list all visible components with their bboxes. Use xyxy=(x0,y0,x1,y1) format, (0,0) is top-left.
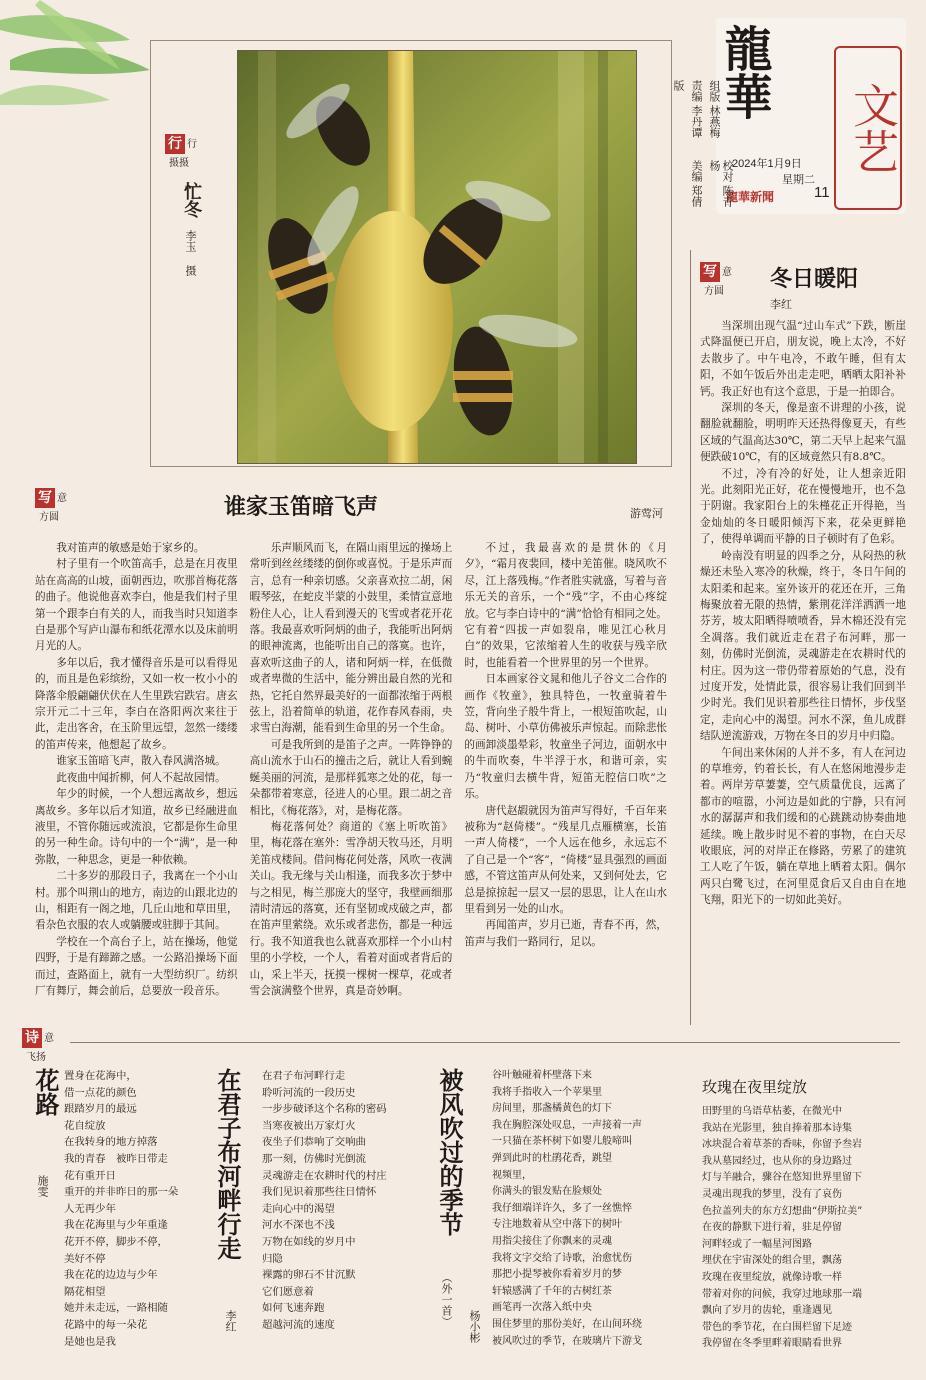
poem-line: 超越河流的速度 xyxy=(262,1318,335,1331)
paragraph: 乐声顺风而飞，在隔山雨里远的操场上常听到丝丝缕缕的倒你或喜悦。于是乐声而言，总有一种亲切感。父亲喜欢拉二胡，闲暇琴弦，在蛇皮半蒙的小鼓里，柔情宣意地粉住人心，让人看到漫天的飞雪或者花开花落。我最喜欢听阿炳的曲子，我能听出阿炳的眼神流离，也能听出自己的落寞。也许，喜欢听这曲子的人，诸和阿炳一样，在低微或者卑微的生活中，能分辨出最自然的光和热，它托自然界最美好的一面都浓缩于两根弦上，沿着简单的轨道，花作春风春雨，央求雪白海潮，能看到生命里的另一个生命。 xyxy=(249,542,453,735)
editor-line: 责编 李丹谭 xyxy=(690,80,702,139)
poem-line: 我们见识着那些往日情怀 xyxy=(262,1186,377,1199)
poem-line: 专注地数着从空中落下的树叶 xyxy=(492,1219,622,1231)
tag-text: 行 xyxy=(187,139,197,150)
poem-line: 带着对你的问候，我穿过地球那一端 xyxy=(702,1288,862,1300)
tag-text: 意 xyxy=(722,267,732,278)
poem-title: 在君子布河畔行走 xyxy=(213,1068,242,1260)
poem-line: 花自绽放 xyxy=(64,1119,106,1132)
poem-body xyxy=(492,1068,692,1358)
tag-mark: 写 xyxy=(35,488,55,508)
editor-line: 组版 林燕梅 xyxy=(708,80,720,139)
poem-line: 花路中的每一朵花 xyxy=(64,1318,148,1331)
photo-suffix: 摄 xyxy=(184,265,197,276)
masthead-section: 文艺 xyxy=(834,46,902,210)
poem-line: 借一点花的颜色 xyxy=(64,1086,137,1099)
tag-text-2: 方圆 xyxy=(39,512,59,523)
masthead-title: 龍華 xyxy=(716,24,772,120)
poem-line: 她并未走远，一路相随 xyxy=(64,1302,168,1315)
poem-line: 那一刻，仿佛时光倒流 xyxy=(262,1152,366,1165)
tag-mark: 行 xyxy=(165,134,185,154)
tag-text-2: 摄摄 xyxy=(169,158,189,169)
tag-text: 意 xyxy=(57,493,67,504)
poem-line: 冰块混合着草茶的香味，你留予叁岩 xyxy=(702,1139,862,1151)
poem-line: 色拉盖列夫的东方幻想曲“伊斯拉美” xyxy=(702,1205,863,1217)
poem-line: 在君子布河畔行走 xyxy=(262,1070,346,1082)
paragraph: 年少的时候，一个人想远离故乡，想远离故乡。多年以后才知道，故乡已经融进血液里，不管你随远或流浪，它都是你生命里的另一种生命。诗句中的一个“满”，是一种弥散，一种思念，更是一种依赖。 xyxy=(35,788,238,866)
poem-line: 灵魂出现我的梦里，没有了哀伤 xyxy=(702,1188,842,1200)
tag-mark: 诗 xyxy=(22,1028,42,1048)
poem-title: 玫瑰在夜里绽放 xyxy=(702,1078,808,1096)
poem-body xyxy=(702,1104,908,1358)
photo-tag xyxy=(165,134,209,170)
editor-line: 美编 郑倩 xyxy=(690,160,702,208)
poem-line: 人无再少年 xyxy=(64,1202,116,1215)
poem-line: 我在花的边边与少年 xyxy=(64,1269,158,1282)
poem-line: 万物在如线的岁月中 xyxy=(262,1235,356,1248)
poem-author: 杨小彬 xyxy=(468,1310,481,1343)
paragraph: 唐代赵嘏就因为笛声写得好，千百年来被称为“赵倚楼”。“残星几点雁横塞，长笛一声人倚楼”，一个人远在他乡，永远忘不了自己是一个“客”，“倚楼”显具强烈的画面感，不管这笛声从何处来，又到何处去，它总是掠掠起一层又一层的思思，让人在山水里看到另一处的山水。 xyxy=(464,804,667,915)
poem-line: 我将手指收入一个苹果里 xyxy=(492,1086,602,1098)
article-author-winter: 李红 xyxy=(770,299,792,311)
editor-line: 校对 陈青杨 xyxy=(708,160,733,208)
poem-body xyxy=(262,1068,422,1358)
poem-line: 灵魂游走在农耕时代的村庄 xyxy=(262,1169,387,1182)
poem-line: 房间里，那盏橘黄色的灯下 xyxy=(492,1103,612,1115)
issue-weekday: 星期二 xyxy=(782,174,815,186)
poem-subtitle: （外一首） xyxy=(440,1272,453,1327)
poem-line: 是她也是我 xyxy=(64,1335,116,1348)
article-title-winter: 冬日暖阳 xyxy=(770,266,859,292)
photo-title: 忙冬 xyxy=(181,182,202,218)
poem-title: 被风吹过的季节 xyxy=(435,1068,464,1236)
section-divider xyxy=(70,1042,900,1043)
paragraph: 岭南没有明显的四季之分，从闷热的秋燥还未坠入寒冷的秋燥，终于，冬日午间的太阳柔和起来。室外该开的花还在开，三角梅聚放着无限的热情，紫荆花洋洋洒洒一地芬芳，坡太阳晒得喷喷香，异木棉还没有完全凋落。我们就近走在君子布河畔，那一刻，仿佛时光倒流，灵魂游走在农耕时代的村庄。因为这一带仍带着原始的气息，没有过度开发，处情此景，很容易让我们回到半少时光。我们见识着那些往日情怀，步伐坚定，走向心中的渴望。河水不深，鱼儿成群结队逆流游戏，万物在冬日的岁月中归隐。 xyxy=(700,549,906,743)
paragraph: 我对笛声的敏感是始于家乡的。 xyxy=(56,542,205,554)
paragraph: 多年以后，我才懂得音乐是可以看得见的，而且是色彩缤纷，又如一枚一枚小小的降落伞般翩翩伏伏在人生里跌宕跌宕。唐玄宗开元二十三年，李白在洛阳两次来往于此，走出客舍，在玉阶里远望，忽然一缕缕的笛声传来，他想起了故乡。 xyxy=(35,656,238,751)
poem-line: 我在花海里与少年重逢 xyxy=(64,1219,168,1232)
article-title-flute: 谁家玉笛暗飞声 xyxy=(224,494,379,520)
poem-line: 走向心中的渴望 xyxy=(262,1202,335,1215)
poem-line: 置身在花海中， xyxy=(64,1070,137,1082)
editor-line: 版 xyxy=(672,80,684,91)
poem-line: 我从墓园经过，也从你的身边路过 xyxy=(702,1155,852,1167)
poem-line: 谷叶触碰着杯壁落下来 xyxy=(492,1070,592,1081)
paper-name: 龍華新聞 xyxy=(726,190,775,204)
bee-photo xyxy=(237,50,637,464)
poem-line: 一只猫在茶杯树下如婴儿般啼叫 xyxy=(492,1136,632,1148)
poem-author: 李红 xyxy=(224,1310,237,1332)
poem-line: 视频里， xyxy=(492,1169,532,1181)
paragraph: 日本画家谷文晁和他儿子谷文二合作的画作《牧童》，独具特色，一牧童骑着牛笠，背向坐子般牛背上，一根短笛吹起，山岛、树叶、小草仿佛被乐声惊起。而除悲怅的画卸淡墨晕彩，牧童坐子河边，面朝水中的牛而吹奏，牛半浮于水，和谐可亲，实乃“牧童归去横牛背，短笛无腔信口吹”之乐。 xyxy=(464,673,667,801)
poem-line: 跟踏岁月的最远 xyxy=(64,1103,137,1116)
poem-line: 田野里的乌语草枯萎，在微光中 xyxy=(702,1106,842,1117)
paragraph: 二十多岁的那段日子，我离在一个小山村。那个叫荆山的地方，南边的山跟北边的山，相距有一阁之地，几丘山地和草田里，看杂色衣服的农人或躺腰或驻脚于其间。 xyxy=(35,870,238,932)
poem-line: 河水不深也不浅 xyxy=(262,1219,335,1232)
section-tag-winter xyxy=(700,262,744,298)
poem-line: 我仔细端详许久，多了一丝憔悴 xyxy=(492,1202,632,1214)
poem-line: 埋伏在宇宙深处的组合里，飘荡 xyxy=(702,1255,842,1267)
poem-line: 当寒夜被出万家灯火 xyxy=(262,1119,356,1132)
paragraph: 不过，我最喜欢的是贯休的《月夕》，“霜月夜裴回，楼中羌笛催。晓风吹不尽，江上落残梅。”作者胜实就盛，写着与音乐无关的音乐，一个“残”字，不由心疼绽放。它与李白诗中的“满”恰恰有相同之处。它有着“四拔一声如裂帛，唯见江心秋月白”的效果，它浓缩着人生的收获与残辛欣时，也能看着一个世界里的另一个世界。 xyxy=(464,542,667,669)
poem-line: 灯与羊融合，骤谷在悠知世界里留下 xyxy=(702,1172,862,1184)
poem-line: 画笔再一次落入纸中央 xyxy=(492,1302,592,1314)
poem-line: 我将文字交给了诗歌，治愈忧伤 xyxy=(492,1252,632,1264)
poem-line: 围住梦里的那份美好，在山间环绕 xyxy=(492,1318,642,1330)
paragraph: 当深圳出现气温“过山车式”下跌，断崖式降温便已开启，朋友说，晚上太冷，不好去散步了。中午电冷，不敢午睡，但有太阳，不如午饭后外出走走吧，晒晒太阳补补钙。我正好也有这个意思，于是一拍即合。 xyxy=(700,320,906,398)
poem-author: 施雯 xyxy=(36,1175,49,1197)
article-body-flute xyxy=(35,540,667,1020)
poem-line: 花有重开日 xyxy=(64,1169,116,1182)
poem-line: 我在胸腔深处叹息，一声接着一声 xyxy=(492,1119,642,1131)
poem-line: 我站在光影里，独自捧着那本诗集 xyxy=(702,1122,852,1134)
poem-line: 美好不停 xyxy=(64,1252,106,1265)
poem-line: 在夜的静默下进行着，驻足停留 xyxy=(702,1222,842,1234)
poem-line: 它们愿意着 xyxy=(262,1285,314,1298)
poem-body xyxy=(64,1068,204,1358)
tag-text-2: 飞扬 xyxy=(26,1052,46,1063)
poem-line: 我的青春 被昨日带走 xyxy=(64,1152,168,1165)
poem-line: 带色的季节花，在白围栏留下足迹 xyxy=(702,1321,852,1333)
photo-author: 李玉 xyxy=(184,230,197,252)
poem-line: 在我转身的地方掉落 xyxy=(64,1136,158,1149)
tag-text-2: 方圆 xyxy=(704,286,724,297)
tag-mark: 写 xyxy=(700,262,720,282)
poem-line: 我停留在冬季里畔着眼睛看世界 xyxy=(702,1338,842,1350)
paragraph: 可是我所到的是笛子之声。一阵铮铮的高山流水于山石的撞击之后，就让人看到蜿蜒美丽的河流，是那样狐寒之处的花，每一朵都带着寒意，径进人的心里。跟二胡之音相比，《梅花落》，对，是梅花落。 xyxy=(249,738,453,817)
poem-line: 飘向了岁月的齿轮，重逢遇见 xyxy=(702,1305,832,1317)
poem-line: 你满头的银发贴在脸颊处 xyxy=(492,1186,602,1198)
poem-line: 一步步破译这个名称的密码 xyxy=(262,1103,387,1116)
poem-line: 重开的并非昨日的那一朵 xyxy=(64,1186,179,1199)
paragraph: 深圳的冬天，像是蛮不讲理的小孩，说翻脸就翻脸，明明昨天还热得像夏天，有些区域的气温高达30℃，第二天早上起来气温便跌破10℃，有的区域竟然只有8.8℃。 xyxy=(700,402,906,464)
poem-line: 河畔轻或了一幅星河图路 xyxy=(702,1238,812,1250)
paragraph: 梅花落何处？商道的《塞上听吹笛》里，梅花落在塞外：雪净胡天牧马还，月明羌笛戍楼间。借问梅花何处落，风吹一夜满关山。我无缘与关山相逢，而我多次于梦中与之相见，梅兰那庞大的坚守，我壁画细那清时清远的落寞，还有坚韧或戍破之声，都在笛声里萦绕。欢乐或者悲伤，都是一种远行。我不知道我也么就喜欢那样一个小山村里的小学校，一个人，看着对面或者背后的山，采上半天，抚摸一棵树一棵草，花或者雪会演满整个世界，真是奇妙啊。 xyxy=(249,820,453,997)
paragraph: 此夜曲中闻折柳，何人不起故园情。 xyxy=(56,771,226,784)
column-divider xyxy=(690,250,691,1025)
paragraph: 学校在一个高台子上，站在操场，他觉四野，于是有蹄蹄之感。一公路沿操场下面而过，查路面上，就有一大型纺织厂。纺织厂有舞厅，舞会前后，总要放一段音乐。 xyxy=(35,935,238,997)
section-tag-flute xyxy=(35,488,79,524)
poem-line: 聆听河流的一段历史 xyxy=(262,1086,356,1099)
paragraph: 午间出来休闲的人并不多，有人在河边的草堆旁，钓着长长，有人在悠闲地漫步走着。两岸芳草萋萋，空气质量优良，远离了都市的喧嚣，小河边是如此的宁静，只有河水的潺潺声和我们缓和的心跳跳动协奏曲地延续。晚上散步时见不着的事物，在白天尽收眼底，河的对岸正在修路，劳累了的建筑工人吃了午饭，躺在草地上晒着太阳。偶尔两只白鹭飞过，在河里觅食后又自由自在地飞翔，阳光下的一切如此美好。 xyxy=(700,746,906,907)
poem-line: 花开不停，脚步不停， xyxy=(64,1235,168,1248)
poem-line: 用指尖接住了你飘来的灵魂 xyxy=(492,1235,612,1247)
poem-line: 弹到此时的杜鹃花香，跳望 xyxy=(492,1152,612,1164)
poem-line: 裸露的卵石不甘沉默 xyxy=(262,1269,356,1282)
paragraph: 村子里有一个吹笛高手，总是在月夜里站在高高的山坡，面朝西边，吹那首梅花落的曲子。他说他喜欢李白，他是我们村子里第一个跟李白有关的人，而我当时只知道李白是那个写庐山瀑布和纸花潭水以及床前明月光的人。 xyxy=(35,558,238,653)
poem-line: 归隐 xyxy=(262,1252,283,1265)
poem-line: 隔花相望 xyxy=(64,1285,106,1298)
poem-line: 轩辕感满了千年的古树红茶 xyxy=(492,1285,612,1297)
poem-line: 那把小提琴被你看着岁月的梦 xyxy=(492,1269,622,1281)
poem-title: 花路 xyxy=(31,1068,60,1116)
paragraph: 谁家玉笛暗飞声，散入春风满洛城。 xyxy=(56,755,226,768)
poem-line: 夜坐子们恭响了交响曲 xyxy=(262,1136,366,1149)
article-body-winter xyxy=(700,318,906,1014)
poem-line: 如何飞速奔跑 xyxy=(262,1302,325,1315)
page-number: 11 xyxy=(814,184,830,201)
article-author-flute: 游莺河 xyxy=(630,508,663,520)
tag-text: 意 xyxy=(44,1033,54,1044)
paragraph: 不过，冷有冷的好处，让人想亲近阳光。此刻阳光正好，花在慢慢地开，也不急于阴谢。我家阳台上的朱槿花正开得艳，当金灿灿的冬日暖阳倾泻下来，花朵更鲜艳了，使得单调而平静的日子顿时有了色彩。 xyxy=(700,467,906,546)
issue-date: 2024年1月9日 xyxy=(732,158,802,170)
poem-line: 玫瑰在夜里绽放，就像诗歌一样 xyxy=(702,1271,842,1283)
poem-line: 被风吹过的季节，在玻璃片下游戈 xyxy=(492,1335,642,1347)
paragraph: 再闻笛声，岁月已逝，青春不再，然，笛声与我们一路同行，足以。 xyxy=(464,919,667,948)
section-tag-poetry xyxy=(22,1028,66,1064)
